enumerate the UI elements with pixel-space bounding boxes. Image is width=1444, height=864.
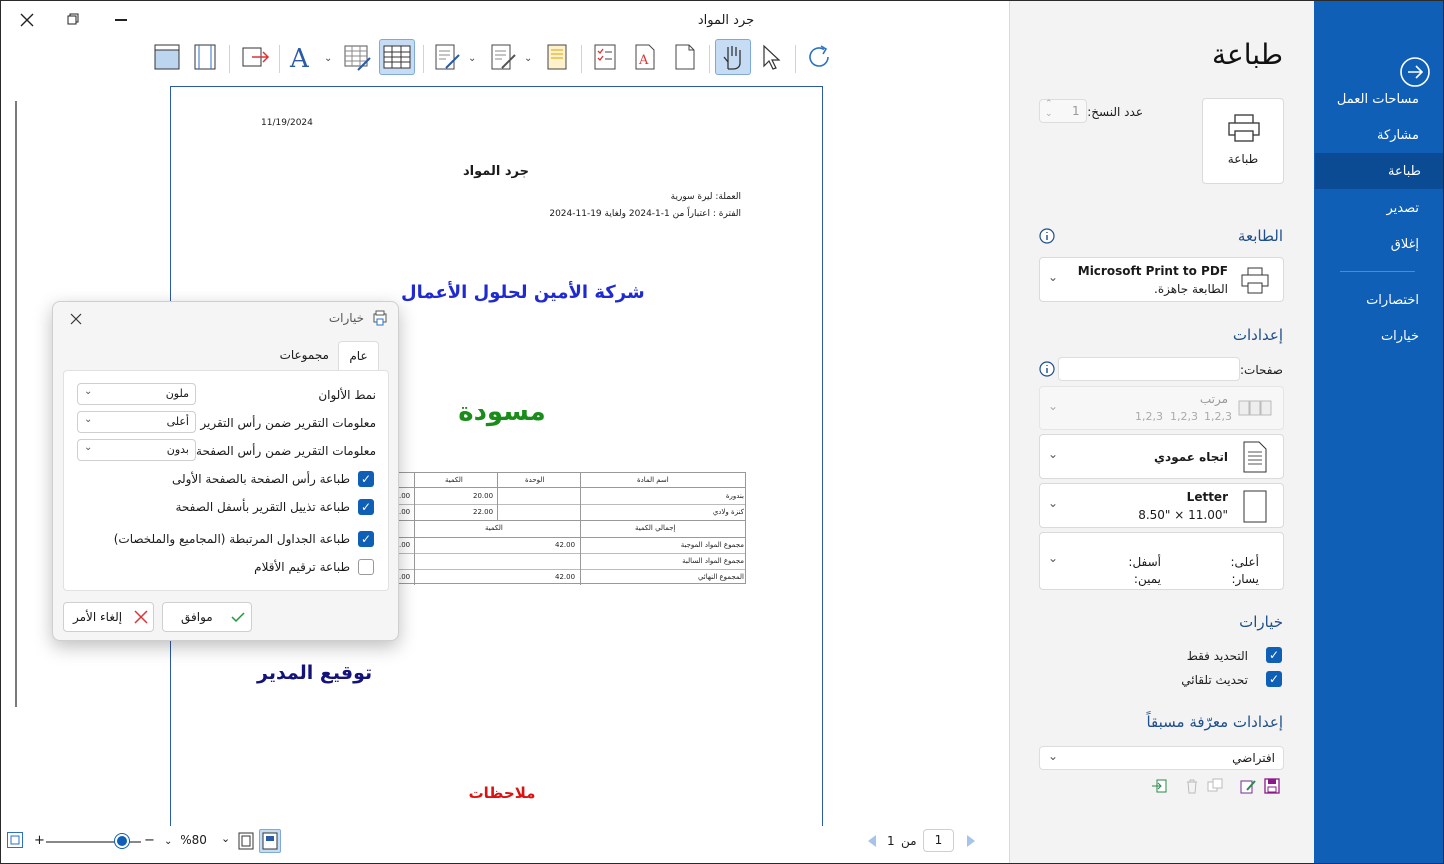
export-icon[interactable] [237,39,273,75]
page-layout-icon[interactable] [149,39,185,75]
table-cell: 42.00 [555,573,576,581]
check-label: طباعة رأس الصفحة بالصفحة الأولى [171,472,350,486]
selection-only-checkbox[interactable]: ✓ [1266,647,1282,663]
check-icon [231,610,245,624]
toolbar-divider [795,45,796,73]
dialog-app-icon [372,310,388,326]
edit-report-icon[interactable] [429,39,465,75]
auto-refresh-checkbox[interactable]: ✓ [1266,671,1282,687]
import-icon[interactable] [1151,778,1167,794]
pointer-icon[interactable] [753,39,789,75]
tab-general[interactable]: عام [338,341,379,370]
portrait-page-icon [1242,441,1268,473]
paper-size-select[interactable]: Letter 8.50" × 11.00" ⌄ [1039,483,1284,528]
pdf-icon[interactable] [627,39,663,75]
dialog-title: خيارات [328,311,364,325]
toolbar-divider [279,45,280,73]
presets-heading: إعدادات معرّفة مسبقاً [1146,713,1283,731]
chevron-down-icon: ⌄ [1048,270,1059,284]
chevron-up-icon[interactable]: ⌃ [1045,99,1053,109]
chevron-down-icon: ⌄ [1048,447,1059,461]
tab-groups[interactable]: مجموعات [279,348,329,362]
check-label: طباعة تذييل التقرير بأسفل الصفحة [175,500,350,514]
printer-select[interactable]: Microsoft Print to PDF الطابعة جاهزة. ⌄ [1039,257,1284,302]
paper-icon [1243,490,1267,524]
color-mode-select[interactable]: ملون ⌄ [77,383,196,405]
table-cell: كنزة ولادي [712,508,744,516]
zoom-minus-icon[interactable]: − [144,833,155,848]
table-cell: .00 [399,573,411,581]
toolbar-divider [581,45,582,73]
pages-input[interactable] [1058,357,1240,381]
report-title: جرد المواد [463,164,529,179]
cancel-button[interactable]: إلغاء الأمر [63,602,154,632]
print-button[interactable]: طباعة [1202,98,1284,184]
chevron-down-icon[interactable]: ⌄ [524,53,533,64]
svg-text:A: A [639,53,649,68]
multi-page-icon[interactable] [259,829,281,853]
check-label: طباعة الجداول المرتبطة (المجاميع والملخصات) [113,532,350,546]
chevron-down-icon: ⌄ [1048,749,1059,763]
table-cell: .00 [399,508,411,516]
table-cell: بندورة [725,492,744,500]
print-heading: طباعة [1212,38,1283,71]
chevron-down-icon[interactable]: ⌄ [468,53,477,64]
page-of: من [901,834,917,848]
zoom-plus-icon[interactable]: + [34,833,45,848]
table-cell: 42.00 [555,541,576,549]
table-header: الوحدة [525,476,545,484]
zoom-slider-thumb[interactable] [115,834,129,848]
field-label: معلومات التقرير ضمن رأس التقرير [200,416,376,430]
next-page-icon[interactable] [965,834,977,848]
check-linked-tables[interactable]: ✓ [358,531,374,547]
toolbar-divider [709,45,710,73]
check-label: طباعة ترقيم الأقلام [254,560,350,574]
close-icon[interactable] [19,12,35,28]
margins-select[interactable]: أعلى: أسفل: يسار: يمين: ⌄ [1039,532,1284,590]
toolbar-divider [229,45,230,73]
options-heading: خيارات [1239,613,1283,631]
checklist-icon[interactable] [587,39,623,75]
refresh-icon[interactable] [801,39,837,75]
chevron-down-icon: ⌄ [1048,551,1059,565]
chevron-down-icon: ⌄ [84,442,93,453]
margins-icon[interactable] [187,39,223,75]
table-cell: مجموع المواد الموجبة [680,541,744,549]
table-cell: المجموع النهائي [697,573,744,581]
options-dialog [52,301,399,641]
nav-item-share[interactable]: مشاركة [1377,128,1419,143]
chevron-down-icon[interactable]: ⌄ [324,53,333,64]
collate-select[interactable]: مرتب 1,2,3 1,2,3 1,2,3 ⌄ [1039,386,1284,430]
page-total: 1 [887,834,895,848]
nav-item-options[interactable]: خيارات [1380,329,1419,344]
chevron-down-icon[interactable]: ⌄ [1045,109,1053,119]
svg-text:A: A [290,44,309,72]
nav-item-shortcuts[interactable]: اختصارات [1366,293,1419,308]
grid-icon[interactable] [379,39,415,75]
settings-heading: إعدادات [1232,326,1283,344]
nav-item-workspaces[interactable]: مساحات العمل [1336,92,1419,107]
restore-icon[interactable] [67,13,79,25]
check-first-page-header[interactable]: ✓ [358,471,374,487]
edit-report2-icon[interactable] [485,39,521,75]
table-header: الكمية [445,476,463,484]
nav-divider [1340,271,1415,272]
table-edit-icon[interactable] [339,39,375,75]
table-cell: 22.00 [473,508,494,516]
table-cell: .00 [399,541,411,549]
back-arrow-icon[interactable] [1399,56,1431,88]
pages-info-icon[interactable] [1039,361,1055,377]
window-title: جرد المواد [697,13,755,28]
preset-select[interactable]: افتراضي ⌄ [1039,746,1284,770]
single-page-icon[interactable] [237,831,255,851]
check-line-numbering[interactable] [358,559,374,575]
dialog-close-icon[interactable] [70,313,82,325]
edit-preset-icon[interactable] [1240,778,1256,794]
vertical-scrollbar[interactable] [15,101,17,707]
option-label: تحديث تلقائي [1181,673,1248,687]
prev-page-icon[interactable] [866,834,878,848]
chevron-down-icon: ⌄ [84,414,93,425]
copies-input[interactable]: ⌃ ⌄ 1 [1039,99,1087,123]
chevron-down-icon[interactable]: ⌄ [221,832,231,845]
printer-heading: الطابعة [1237,227,1283,245]
printer-info-icon[interactable] [1039,228,1055,244]
chevron-down-icon: ⌄ [84,386,93,397]
field-label: معلومات التقرير ضمن رأس الصفحة [196,444,376,458]
duplicate-icon[interactable] [1207,778,1223,794]
save-preset-icon[interactable] [1264,778,1280,794]
table-header: إجمالي الكمية [635,524,676,532]
report-currency: العملة: ليرة سورية [670,192,741,202]
minimize-icon[interactable] [115,19,127,21]
delete-icon[interactable] [1184,778,1200,794]
signature-label: توقيع المدير [257,662,373,684]
draft-watermark: مسودة [458,397,546,427]
check-report-footer[interactable]: ✓ [358,499,374,515]
chevron-down-icon: ⌄ [1048,399,1059,413]
fit-page-icon[interactable] [7,832,23,848]
report-header-info-select[interactable]: أعلى ⌄ [77,411,196,433]
page-icon[interactable] [667,39,703,75]
page-setup-icon[interactable] [539,39,575,75]
page-header-info-select[interactable]: بدون ⌄ [77,439,196,461]
chevron-down-icon: ⌄ [1048,496,1059,510]
table-header: الكمية [485,524,503,532]
notes-label: ملاحظات [468,784,536,802]
hand-icon[interactable] [715,39,751,75]
printer-icon [1227,113,1261,143]
company-name: شركة الأمين لحلول الأعمال [401,282,645,303]
ok-button[interactable]: موافق [162,602,252,632]
nav-item-export[interactable]: تصدير [1386,201,1419,216]
toolbar-divider [423,45,424,73]
report-date: 11/19/2024 [261,118,313,128]
font-icon[interactable] [285,39,321,75]
orientation-select[interactable]: اتجاه عمودي ⌄ [1039,434,1284,479]
table-cell: 20.00 [473,492,494,500]
nav-item-print[interactable]: طباعة [1315,153,1443,189]
pages-label: صفحات: [1239,363,1283,377]
page-number-input[interactable]: 1 [923,829,954,852]
report-period: الفترة : اعتباراً من 1-1-2024 ولغاية 19-11-2024 [549,209,741,219]
field-label: نمط الألوان [318,388,376,402]
chevron-down-icon: ⌄ [164,836,173,847]
report-table [396,472,746,584]
table-header: اسم المادة [637,476,669,484]
zoom-dropdown[interactable]: ⌄ %80 [164,833,207,847]
table-cell: مجموع المواد السالبة [682,557,744,565]
printer-icon [1240,266,1270,296]
cancel-icon [134,610,148,624]
copies-label: عدد النسخ: [1087,105,1143,119]
nav-item-close[interactable]: إغلاق [1390,237,1419,252]
option-label: التحديد فقط [1186,649,1248,663]
collate-icon [1238,399,1272,419]
table-cell: .00 [399,492,411,500]
